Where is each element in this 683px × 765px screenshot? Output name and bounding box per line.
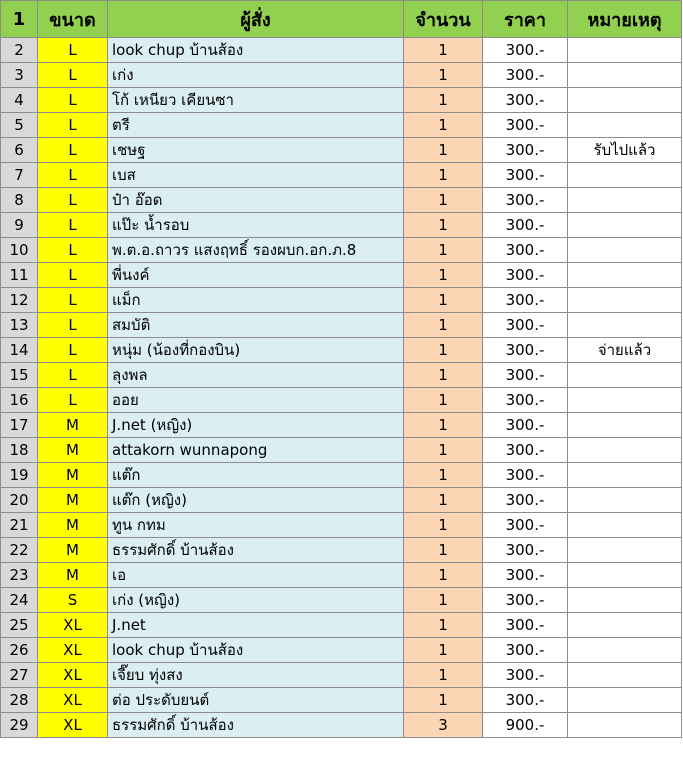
name-cell[interactable]: ลุงพล	[108, 363, 404, 388]
size-cell[interactable]: M	[38, 413, 108, 438]
row-number-cell[interactable]: 15	[1, 363, 38, 388]
price-cell[interactable]: 300.-	[483, 338, 568, 363]
price-cell[interactable]: 300.-	[483, 663, 568, 688]
note-cell[interactable]	[568, 413, 682, 438]
name-cell[interactable]: เอ	[108, 563, 404, 588]
qty-cell[interactable]: 1	[404, 288, 483, 313]
table-row	[1, 363, 682, 388]
note-cell[interactable]	[568, 188, 682, 213]
row-number-cell[interactable]: 16	[1, 388, 38, 413]
price-cell[interactable]: 300.-	[483, 288, 568, 313]
note-cell[interactable]	[568, 488, 682, 513]
price-cell[interactable]: 300.-	[483, 38, 568, 63]
row-number-cell[interactable]: 29	[1, 713, 38, 738]
name-cell[interactable]: เจี๊ยบ ทุ่งสง	[108, 663, 404, 688]
table-row	[1, 588, 682, 613]
name-cell[interactable]: ธรรมศักดิ์ บ้านส้อง	[108, 538, 404, 563]
row-number-cell[interactable]: 9	[1, 213, 38, 238]
qty-cell[interactable]: 1	[404, 138, 483, 163]
table-row	[1, 338, 682, 363]
name-cell[interactable]: ป๋า อ๊อด	[108, 188, 404, 213]
table-row	[1, 313, 682, 338]
note-cell[interactable]	[568, 238, 682, 263]
row-number-cell[interactable]: 12	[1, 288, 38, 313]
row-number-cell[interactable]: 3	[1, 63, 38, 88]
note-cell[interactable]	[568, 688, 682, 713]
row-number-cell[interactable]: 17	[1, 413, 38, 438]
name-cell[interactable]: ตรี	[108, 113, 404, 138]
qty-cell[interactable]: 1	[404, 663, 483, 688]
qty-cell[interactable]: 1	[404, 188, 483, 213]
qty-cell[interactable]: 1	[404, 63, 483, 88]
size-cell[interactable]: L	[38, 313, 108, 338]
row-number-cell[interactable]: 1	[1, 1, 38, 38]
table-row	[1, 563, 682, 588]
note-cell[interactable]	[568, 63, 682, 88]
size-cell[interactable]: M	[38, 438, 108, 463]
size-cell[interactable]: L	[38, 363, 108, 388]
name-cell[interactable]: look chup บ้านส้อง	[108, 38, 404, 63]
qty-cell[interactable]: 1	[404, 263, 483, 288]
size-cell[interactable]: L	[38, 163, 108, 188]
table-row	[1, 438, 682, 463]
size-cell[interactable]: L	[38, 388, 108, 413]
price-cell[interactable]: 300.-	[483, 563, 568, 588]
qty-cell[interactable]: 1	[404, 413, 483, 438]
price-cell[interactable]: 300.-	[483, 238, 568, 263]
row-number-cell[interactable]: 11	[1, 263, 38, 288]
size-cell[interactable]: L	[38, 338, 108, 363]
qty-cell[interactable]: 3	[404, 713, 483, 738]
qty-cell[interactable]: 1	[404, 388, 483, 413]
price-cell[interactable]: 300.-	[483, 513, 568, 538]
size-cell[interactable]: L	[38, 188, 108, 213]
row-number-cell[interactable]: 22	[1, 538, 38, 563]
qty-cell[interactable]: 1	[404, 463, 483, 488]
price-cell[interactable]: 300.-	[483, 363, 568, 388]
price-cell[interactable]: 300.-	[483, 263, 568, 288]
table-row	[1, 88, 682, 113]
table-row	[1, 38, 682, 63]
qty-cell[interactable]: 1	[404, 538, 483, 563]
note-cell[interactable]	[568, 113, 682, 138]
table-row	[1, 688, 682, 713]
qty-cell[interactable]: 1	[404, 513, 483, 538]
price-cell[interactable]: 300.-	[483, 413, 568, 438]
name-cell[interactable]: โก้ เหนียว เคียนซา	[108, 88, 404, 113]
price-cell[interactable]: 300.-	[483, 388, 568, 413]
table-row	[1, 638, 682, 663]
note-cell[interactable]	[568, 213, 682, 238]
header-name[interactable]: ผู้สั่ง	[108, 1, 404, 38]
note-cell[interactable]	[568, 363, 682, 388]
table-row	[1, 613, 682, 638]
name-cell[interactable]: ออย	[108, 388, 404, 413]
name-cell[interactable]: พ.ต.อ.ถาวร แสงฤทธิ์ รองผบก.อก.ภ.8	[108, 238, 404, 263]
note-cell[interactable]	[568, 713, 682, 738]
name-cell[interactable]: แป๊ะ น้ำรอบ	[108, 213, 404, 238]
size-cell[interactable]: XL	[38, 638, 108, 663]
qty-cell[interactable]: 1	[404, 113, 483, 138]
price-cell[interactable]: 300.-	[483, 88, 568, 113]
size-cell[interactable]: M	[38, 488, 108, 513]
price-cell[interactable]: 300.-	[483, 113, 568, 138]
table-row	[1, 213, 682, 238]
note-cell[interactable]	[568, 513, 682, 538]
size-cell[interactable]: L	[38, 263, 108, 288]
qty-cell[interactable]: 1	[404, 38, 483, 63]
qty-cell[interactable]: 1	[404, 238, 483, 263]
row-number-cell[interactable]: 18	[1, 438, 38, 463]
row-number-cell[interactable]: 19	[1, 463, 38, 488]
note-cell[interactable]	[568, 163, 682, 188]
row-number-cell[interactable]: 24	[1, 588, 38, 613]
row-number-cell[interactable]: 4	[1, 88, 38, 113]
size-cell[interactable]: L	[38, 113, 108, 138]
table-row	[1, 288, 682, 313]
note-cell[interactable]	[568, 463, 682, 488]
size-cell[interactable]: XL	[38, 613, 108, 638]
name-cell[interactable]: พี่นงค์	[108, 263, 404, 288]
table-row	[1, 163, 682, 188]
qty-cell[interactable]: 1	[404, 488, 483, 513]
name-cell[interactable]: เชษฐ	[108, 138, 404, 163]
size-cell[interactable]: M	[38, 538, 108, 563]
qty-cell[interactable]: 1	[404, 588, 483, 613]
table-row	[1, 663, 682, 688]
name-cell[interactable]: สมบัติ	[108, 313, 404, 338]
note-cell[interactable]: รับไปแล้ว	[568, 138, 682, 163]
name-cell[interactable]: attakorn wunnapong	[108, 438, 404, 463]
qty-cell[interactable]: 1	[404, 363, 483, 388]
table-row	[1, 488, 682, 513]
price-cell[interactable]: 300.-	[483, 463, 568, 488]
note-cell[interactable]	[568, 388, 682, 413]
name-cell[interactable]: เก่ง (หญิง)	[108, 588, 404, 613]
note-cell[interactable]	[568, 613, 682, 638]
row-number-cell[interactable]: 5	[1, 113, 38, 138]
note-cell[interactable]	[568, 263, 682, 288]
name-cell[interactable]: ทูน กทม	[108, 513, 404, 538]
note-cell[interactable]	[568, 88, 682, 113]
qty-cell[interactable]: 1	[404, 638, 483, 663]
price-cell[interactable]: 300.-	[483, 163, 568, 188]
table-row	[1, 713, 682, 738]
price-cell[interactable]: 300.-	[483, 188, 568, 213]
name-cell[interactable]: ธรรมศักดิ์ บ้านส้อง	[108, 713, 404, 738]
size-cell[interactable]: L	[38, 288, 108, 313]
qty-cell[interactable]: 1	[404, 563, 483, 588]
size-cell[interactable]: L	[38, 213, 108, 238]
size-cell[interactable]: L	[38, 88, 108, 113]
note-cell[interactable]	[568, 638, 682, 663]
price-cell[interactable]: 300.-	[483, 588, 568, 613]
row-number-cell[interactable]: 28	[1, 688, 38, 713]
table-row	[1, 63, 682, 88]
note-cell[interactable]	[568, 588, 682, 613]
price-cell[interactable]: 300.-	[483, 638, 568, 663]
size-cell[interactable]: L	[38, 38, 108, 63]
note-cell[interactable]	[568, 563, 682, 588]
note-cell[interactable]	[568, 538, 682, 563]
size-cell[interactable]: S	[38, 588, 108, 613]
header-size[interactable]: ขนาด	[38, 1, 108, 38]
price-cell[interactable]: 300.-	[483, 438, 568, 463]
header-price[interactable]: ราคา	[483, 1, 568, 38]
note-cell[interactable]	[568, 313, 682, 338]
row-number-cell[interactable]: 13	[1, 313, 38, 338]
qty-cell[interactable]: 1	[404, 88, 483, 113]
table-row	[1, 513, 682, 538]
price-cell[interactable]: 300.-	[483, 138, 568, 163]
header-qty[interactable]: จำนวน	[404, 1, 483, 38]
price-cell[interactable]: 300.-	[483, 313, 568, 338]
table-row	[1, 263, 682, 288]
header-note[interactable]: หมายเหตุ	[568, 1, 682, 38]
note-cell[interactable]	[568, 38, 682, 63]
name-cell[interactable]: ต่อ ประดับยนต์	[108, 688, 404, 713]
row-number-cell[interactable]: 26	[1, 638, 38, 663]
row-number-cell[interactable]: 27	[1, 663, 38, 688]
price-cell[interactable]: 300.-	[483, 538, 568, 563]
size-cell[interactable]: XL	[38, 688, 108, 713]
row-number-cell[interactable]: 2	[1, 38, 38, 63]
size-cell[interactable]: M	[38, 563, 108, 588]
size-cell[interactable]: XL	[38, 713, 108, 738]
note-cell[interactable]	[568, 438, 682, 463]
name-cell[interactable]: J.net (หญิง)	[108, 413, 404, 438]
row-number-cell[interactable]: 23	[1, 563, 38, 588]
row-number-cell[interactable]: 10	[1, 238, 38, 263]
price-cell[interactable]: 300.-	[483, 63, 568, 88]
row-number-cell[interactable]: 8	[1, 188, 38, 213]
size-cell[interactable]: L	[38, 238, 108, 263]
price-cell[interactable]: 300.-	[483, 488, 568, 513]
table-row	[1, 388, 682, 413]
table-row	[1, 138, 682, 163]
table-row	[1, 413, 682, 438]
table-row	[1, 538, 682, 563]
table-row	[1, 238, 682, 263]
size-cell[interactable]: L	[38, 63, 108, 88]
name-cell[interactable]: หนุ่ม (น้องที่กองบิน)	[108, 338, 404, 363]
name-cell[interactable]: J.net	[108, 613, 404, 638]
name-cell[interactable]: look chup บ้านส้อง	[108, 638, 404, 663]
qty-cell[interactable]: 1	[404, 163, 483, 188]
qty-cell[interactable]: 1	[404, 338, 483, 363]
name-cell[interactable]: แต๊ก	[108, 463, 404, 488]
row-number-cell[interactable]: 6	[1, 138, 38, 163]
row-number-cell[interactable]: 21	[1, 513, 38, 538]
row-number-cell[interactable]: 14	[1, 338, 38, 363]
name-cell[interactable]: เบส	[108, 163, 404, 188]
size-cell[interactable]: M	[38, 463, 108, 488]
size-cell[interactable]: L	[38, 138, 108, 163]
row-number-cell[interactable]: 7	[1, 163, 38, 188]
table-row	[1, 188, 682, 213]
table-row	[1, 463, 682, 488]
name-cell[interactable]: แต๊ก (หญิง)	[108, 488, 404, 513]
header-row	[1, 1, 682, 38]
qty-cell[interactable]: 1	[404, 613, 483, 638]
name-cell[interactable]: เก่ง	[108, 63, 404, 88]
qty-cell[interactable]: 1	[404, 313, 483, 338]
price-cell[interactable]: 900.-	[483, 713, 568, 738]
size-cell[interactable]: XL	[38, 663, 108, 688]
price-cell[interactable]: 300.-	[483, 213, 568, 238]
row-number-cell[interactable]: 20	[1, 488, 38, 513]
note-cell[interactable]: จ่ายแล้ว	[568, 338, 682, 363]
qty-cell[interactable]: 1	[404, 213, 483, 238]
qty-cell[interactable]: 1	[404, 688, 483, 713]
table-row	[1, 113, 682, 138]
price-cell[interactable]: 300.-	[483, 613, 568, 638]
size-cell[interactable]: M	[38, 513, 108, 538]
row-number-cell[interactable]: 25	[1, 613, 38, 638]
note-cell[interactable]	[568, 663, 682, 688]
name-cell[interactable]: แม็ก	[108, 288, 404, 313]
note-cell[interactable]	[568, 288, 682, 313]
price-cell[interactable]: 300.-	[483, 688, 568, 713]
qty-cell[interactable]: 1	[404, 438, 483, 463]
